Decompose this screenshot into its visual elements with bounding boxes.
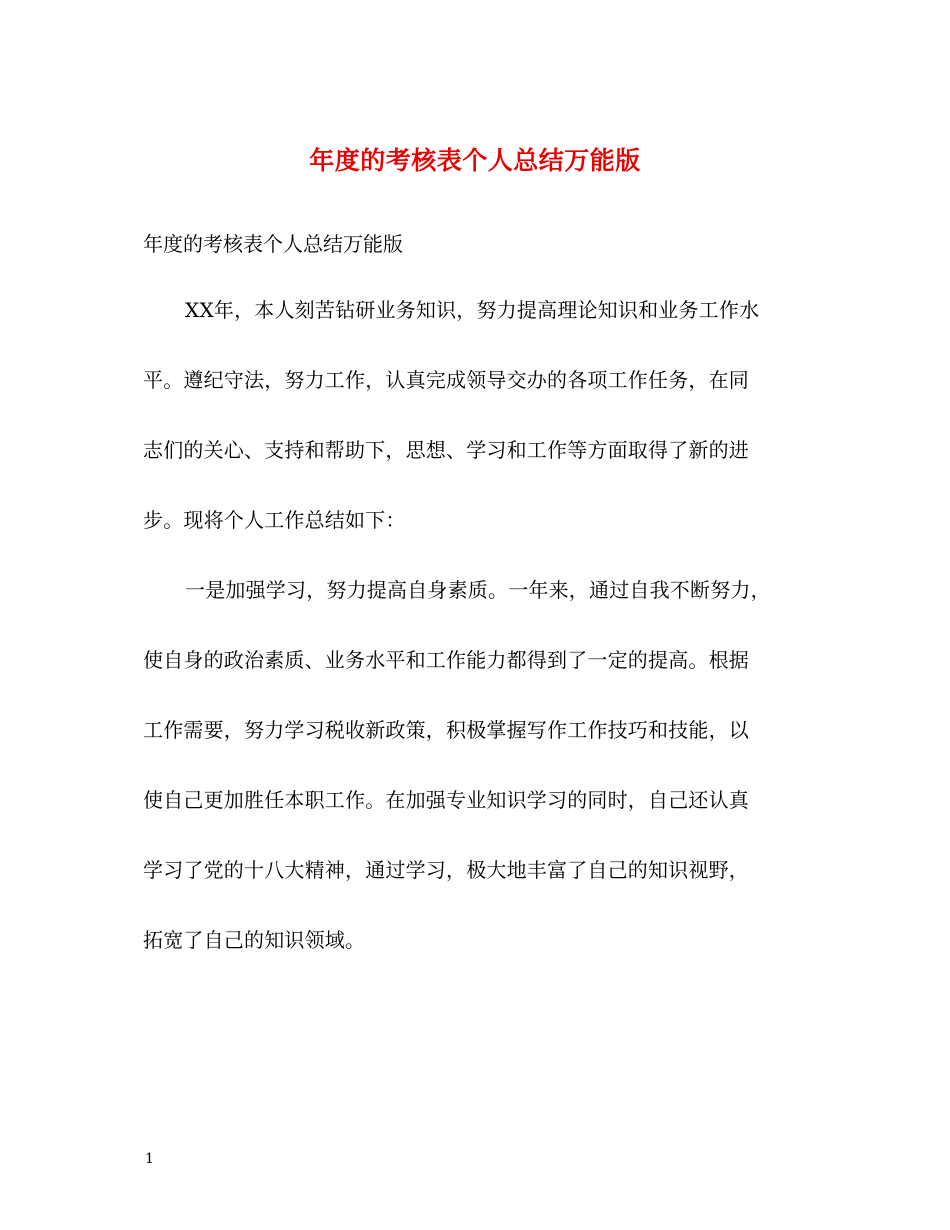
document-title: 年度的考核表个人总结万能版 (309, 146, 641, 175)
paragraph-line: 学习了党的十八大精神，通过学习，极大地丰富了自己的知识视野， (143, 858, 749, 882)
paragraph-line: 使自己更加胜任本职工作。在加强专业知识学习的同时，自己还认真 (143, 788, 749, 812)
paragraph-line: 工作需要，努力学习税收新政策，积极掌握写作工作技巧和技能，以 (143, 718, 749, 742)
paragraph-line: 拓宽了自己的知识领域。 (143, 928, 366, 952)
paragraph-line: 平。遵纪守法，努力工作，认真完成领导交办的各项工作任务，在同 (143, 368, 749, 392)
page-number: 1 (145, 1151, 154, 1167)
paragraph-line: 志们的关心、支持和帮助下，思想、学习和工作等方面取得了新的进 (143, 438, 749, 462)
paragraph-line: 使自身的政治素质、业务水平和工作能力都得到了一定的提高。根据 (143, 648, 749, 672)
paragraph-line: 一是加强学习，努力提高自身素质。一年来，通过自我不断努力， (185, 578, 771, 602)
paragraph-line: XX年，本人刻苦钻研业务知识，努力提高理论知识和业务工作水 (185, 298, 760, 322)
document-subtitle: 年度的考核表个人总结万能版 (143, 232, 403, 256)
paragraph-line: 步。现将个人工作总结如下： (143, 508, 406, 532)
